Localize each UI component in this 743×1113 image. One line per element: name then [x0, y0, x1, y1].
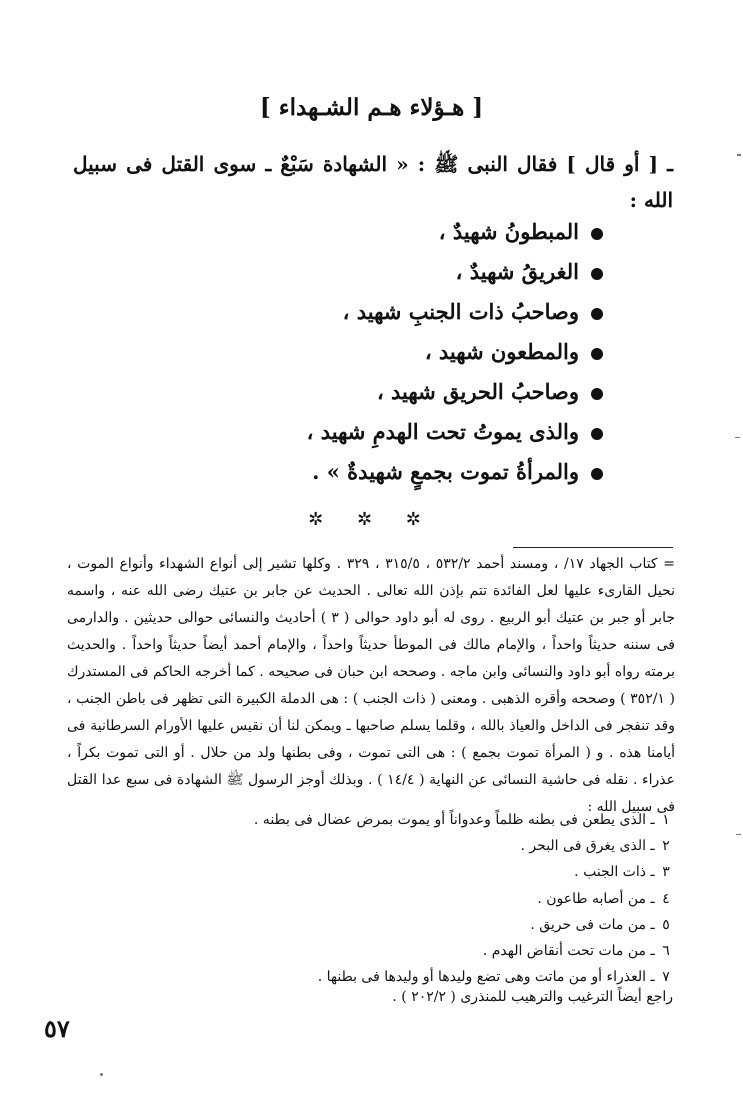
reference-note: راجع أيضاً الترغيب والترهيب للمنذرى ( ٢٠٢/٢ ) . [392, 989, 673, 1005]
item-number: ٦ [662, 942, 670, 959]
martyr-item [183, 372, 603, 412]
numbered-item [113, 912, 673, 938]
bullet-icon [591, 468, 603, 480]
martyr-item-text: المبطونُ شهيدٌ ، [438, 219, 579, 244]
numbered-item [113, 886, 673, 912]
scan-speck [100, 1073, 103, 1076]
numbered-item [113, 807, 673, 833]
martyr-item-text: والمطعون شهيد ، [424, 339, 579, 364]
footnote-rule [513, 547, 673, 548]
martyr-item-text: وصاحبُ ذات الجنبِ شهيد ، [342, 299, 579, 324]
item-number: ١ [662, 812, 670, 828]
item-text: ـ الذى يغرق فى البحر . [520, 838, 655, 855]
bullet-icon [591, 388, 603, 400]
footnote-block [67, 551, 675, 821]
item-text: ـ ذات الجنب . [574, 864, 655, 881]
bullet-icon [591, 348, 603, 360]
hadith-intro: ـ [ أو قال ] فقال النبى ﷺ : « الشهادة سَبْعٌ ـ سوى القتل فى سبيل الله : [73, 152, 673, 212]
martyr-item [183, 412, 603, 452]
item-number: ٥ [662, 916, 670, 933]
martyr-item [183, 292, 603, 332]
item-number: ٧ [662, 969, 670, 986]
item-number: ٣ [662, 864, 670, 881]
martyr-item-text: وصاحبُ الحريق شهيد ، [376, 379, 579, 404]
martyr-item [183, 252, 603, 292]
bullet-icon [591, 308, 603, 320]
martyrs-list [183, 212, 603, 492]
martyr-item-text: والمرأةُ تموت بجمعٍ شهيدةٌ » . [312, 459, 579, 484]
bullet-icon [591, 228, 603, 240]
footnote-numbered-list [113, 807, 673, 990]
item-number: ٤ [662, 890, 670, 907]
numbered-item [113, 833, 673, 859]
item-text: ـ من مات تحت أنقاض الهدم . [482, 942, 655, 959]
item-text: ـ من أصابه طاعون . [537, 890, 655, 907]
asterisk-separator: ✲ ✲ ✲ [308, 509, 435, 530]
item-text: ـ من مات فى حريق . [530, 916, 655, 933]
scan-speck [735, 437, 740, 438]
numbered-item [113, 859, 673, 885]
martyr-item [183, 452, 603, 492]
martyr-item-text: الغريقُ شهيدٌ ، [455, 259, 579, 284]
martyr-item-text: والذى يموتُ تحت الهدمِ شهيد ، [306, 419, 579, 444]
scan-speck [737, 154, 741, 156]
item-text: ـ العذراء أو من ماتت وهى تضع وليدها أو وليدها فى بطنها . [317, 969, 655, 986]
item-number: ٢ [662, 838, 670, 855]
martyr-item [183, 212, 603, 252]
item-text: ـ الذى يطعن فى بطنه ظلماً وعدواناً أو يموت بمرض عضال فى بطنه . [253, 812, 655, 828]
martyr-item [183, 332, 603, 372]
section-heading: [ هـؤلاء هـم الشـهداء ] [259, 94, 484, 121]
scan-speck [736, 834, 741, 835]
footnote-paragraph: = كتاب الجهاد ١٧/ ، ومسند أحمد ٥٣٢/٢ ، ٣١٥/٥ ، ٣٢٩ . وكلها تشير إلى أنواع الشهداء وأنواع الموت ، نحيل القارىء عليها لعل الفائدة تتم بإذن الله تعالى . الحديث عن جابر بن عتيك رضى الله عنه ، واسمه جابر أو جبر بن عتيك أبو الربيع . روى له أبو داود حوالى ( ٣ ) أحاديث والنسائى حوالى حديثين . والدارمى فى سننه حديثاً واحداً ، والإمام مالك فى الموطأ حديثاً واحداً ، والإمام أحمد أيضاً حديثاً واحداً . والحديث برمته رواه أبو داود والنسائى وابن ماجه . وصححه ابن حبان فى صحيحه . كما أخرجه الحاكم فى المستدرك ( ٣٥٢/١ ) وصححه وأقره الذهبى . ومعنى ( ذات الجنب ) : هى الدملة الكبيرة التى تظهر فى باطن الجنب ، وقد تنفجر فى الداخل والعياذ بالله ، وقلما يسلم صاحبها ـ ويمكن لنا أن نقيس عليها الأورام السرطانية فى أيامنا هذه . و ( المرأة تموت بجمع ) : هى التى تموت ، وفى بطنها ولد من حلال . أو التى تموت بكراً ، عذراء . نقله فى حاشية النسائى عن النهاية ( ١٤/٤ ) . وبذلك أوجز الرسول ﷺ الشهادة فى سبع عدا القتل فى سبيل الله : [67, 556, 675, 815]
page-number: ٥٧ [44, 1014, 70, 1043]
numbered-item [113, 938, 673, 964]
bullet-icon [591, 428, 603, 440]
bullet-icon [591, 268, 603, 280]
